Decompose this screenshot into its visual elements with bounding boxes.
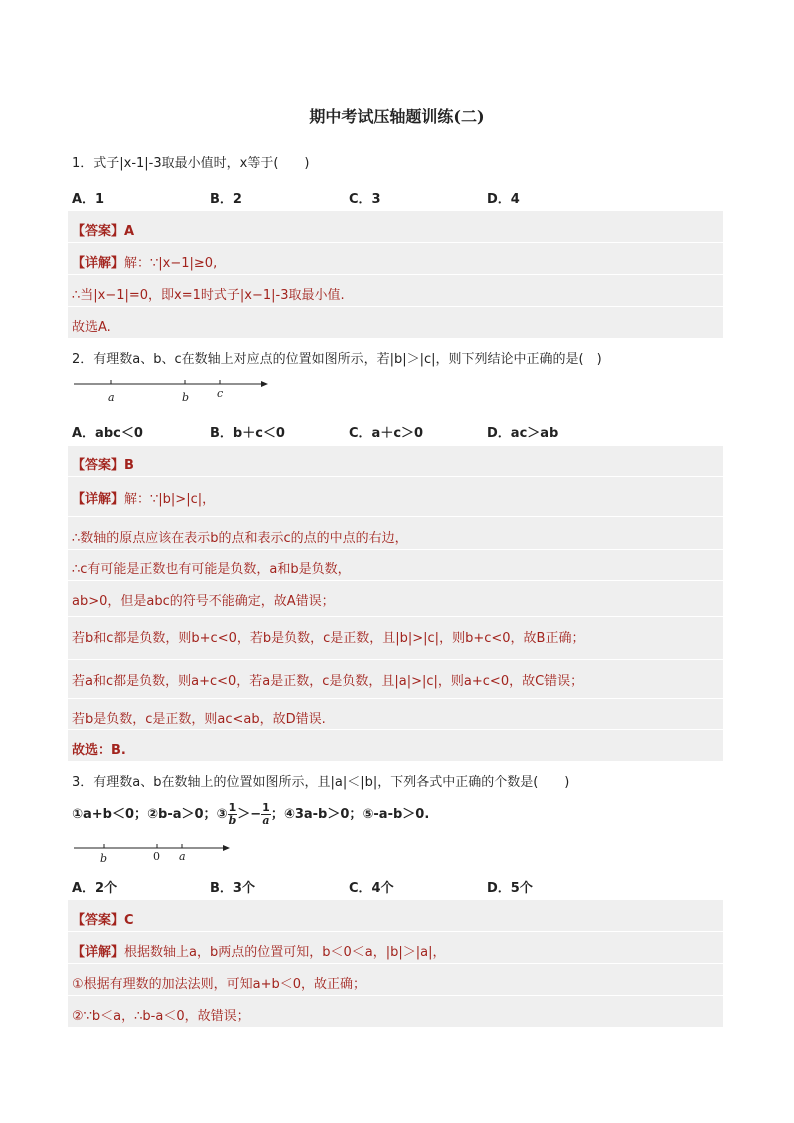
q3-option-d: D．5个: [487, 881, 533, 896]
q2-answer-row: [72, 454, 134, 473]
q2-option-b: B．b＋c＜0: [210, 426, 285, 441]
q1-answer-row: [72, 220, 134, 239]
label-b: b: [100, 852, 108, 865]
label-a: a: [108, 391, 115, 404]
q3-option-a: A．2个: [72, 881, 118, 896]
q3-items-4-5: ；④3a-b＞0；⑤-a-b＞0.: [270, 807, 430, 822]
frac-1-over-a: [261, 802, 271, 827]
q2-detail-7: 若b是负数，c是正数，则ac<ab，故D错误.: [72, 712, 326, 727]
q2-detail-4: ab>0，但是abc的符号不能确定，故A错误；: [72, 594, 335, 609]
detail-tag: 【详解】: [72, 492, 125, 507]
q2-answer-panel: [68, 446, 723, 761]
q1-detail-1-text: 解：∵|x−1|≥0,: [124, 256, 218, 271]
label-c: c: [217, 387, 224, 400]
q2-option-c: C．a＋c＞0: [349, 426, 424, 441]
q3-option-c: C．4个: [349, 881, 394, 896]
answer-tag: 【答案】: [72, 224, 125, 239]
q2-detail-6: 若a和c都是负数，则a+c<0，若a是正数，c是负数，且|a|>|c|，则a+c<0，故C错误；: [72, 674, 584, 689]
q1-detail-2: ∴当|x−1|=0，即x=1时式子|x−1|-3取最小值.: [72, 288, 345, 303]
q2-answer-value: B: [124, 458, 134, 473]
q2-detail-8: 故选：B.: [72, 743, 126, 758]
frac-1-over-b: [228, 802, 238, 827]
q1-option-a: A．1: [72, 192, 105, 207]
q1-answer-value: A: [124, 224, 135, 239]
q3-answer-panel: [68, 900, 723, 1027]
q3-statements: [72, 800, 429, 830]
q1-stem: 1．式子|x-1|-3取最小值时，x等于( ): [72, 156, 310, 171]
q3-gt-minus: ＞−: [237, 807, 262, 822]
q2-number-line: [72, 374, 272, 406]
q2-option-a: A．abc＜0: [72, 426, 143, 441]
q3-answer-value: C: [124, 913, 134, 928]
q2-option-d: D．ac＞ab: [487, 426, 559, 441]
answer-tag: 【答案】: [72, 913, 125, 928]
detail-tag: 【详解】: [72, 945, 125, 960]
q2-detail-1-text: 解：∵|b|>|c|，: [124, 492, 216, 507]
q1-detail-3: 故选A.: [72, 320, 111, 335]
label-b: b: [182, 391, 190, 404]
q2-detail-5: 若b和c都是负数，则b+c<0，若b是负数，c是正数，且|b|>|c|，则b+c<0，故B正确；: [72, 631, 585, 646]
q3-detail-2: ①根据有理数的加法法则，可知a+b＜0，故正确；: [72, 977, 367, 992]
q3-items-1-3: ①a+b＜0；②b-a＞0；③: [72, 807, 228, 822]
q1-option-c: C．3: [349, 192, 381, 207]
q1-option-b: B．2: [210, 192, 242, 207]
q3-detail-3: ②∵b＜a，∴b-a＜0，故错误；: [72, 1009, 250, 1024]
detail-tag: 【详解】: [72, 256, 125, 271]
label-zero: 0: [153, 850, 160, 863]
q2-stem: 2．有理数a、b、c在数轴上对应点的位置如图所示，若|b|＞|c|，则下列结论中正确的是( ): [72, 352, 602, 367]
q3-number-line: [72, 840, 242, 866]
frac2-numerator: 1: [262, 801, 270, 814]
q2-detail-2: ∴数轴的原点应该在表示b的点和表示c的点的中点的右边，: [72, 531, 408, 546]
q3-option-b: B．3个: [210, 881, 255, 896]
q1-option-d: D．4: [487, 192, 520, 207]
label-a: a: [179, 850, 186, 863]
answer-tag: 【答案】: [72, 458, 125, 473]
axis-arrow: [261, 381, 268, 387]
page-title: 期中考试压轴题训练(二): [309, 107, 485, 126]
q3-answer-row: [72, 909, 134, 928]
frac1-denominator: b: [228, 814, 237, 827]
axis-arrow: [223, 845, 230, 851]
frac2-denominator: a: [262, 814, 270, 827]
frac1-numerator: 1: [228, 801, 237, 814]
q1-detail-1: [72, 252, 217, 271]
q3-stem: 3．有理数a、b在数轴上的位置如图所示，且|a|＜|b|，下列各式中正确的个数是( ): [72, 775, 570, 790]
q3-detail-1: [72, 941, 445, 960]
q2-detail-3: ∴c有可能是正数也有可能是负数，a和b是负数，: [72, 562, 351, 577]
q3-detail-1-text: 根据数轴上a，b两点的位置可知，b＜0＜a，|b|＞|a|，: [124, 945, 446, 960]
q2-detail-1: [72, 488, 215, 507]
q1-answer-panel: [68, 211, 723, 338]
